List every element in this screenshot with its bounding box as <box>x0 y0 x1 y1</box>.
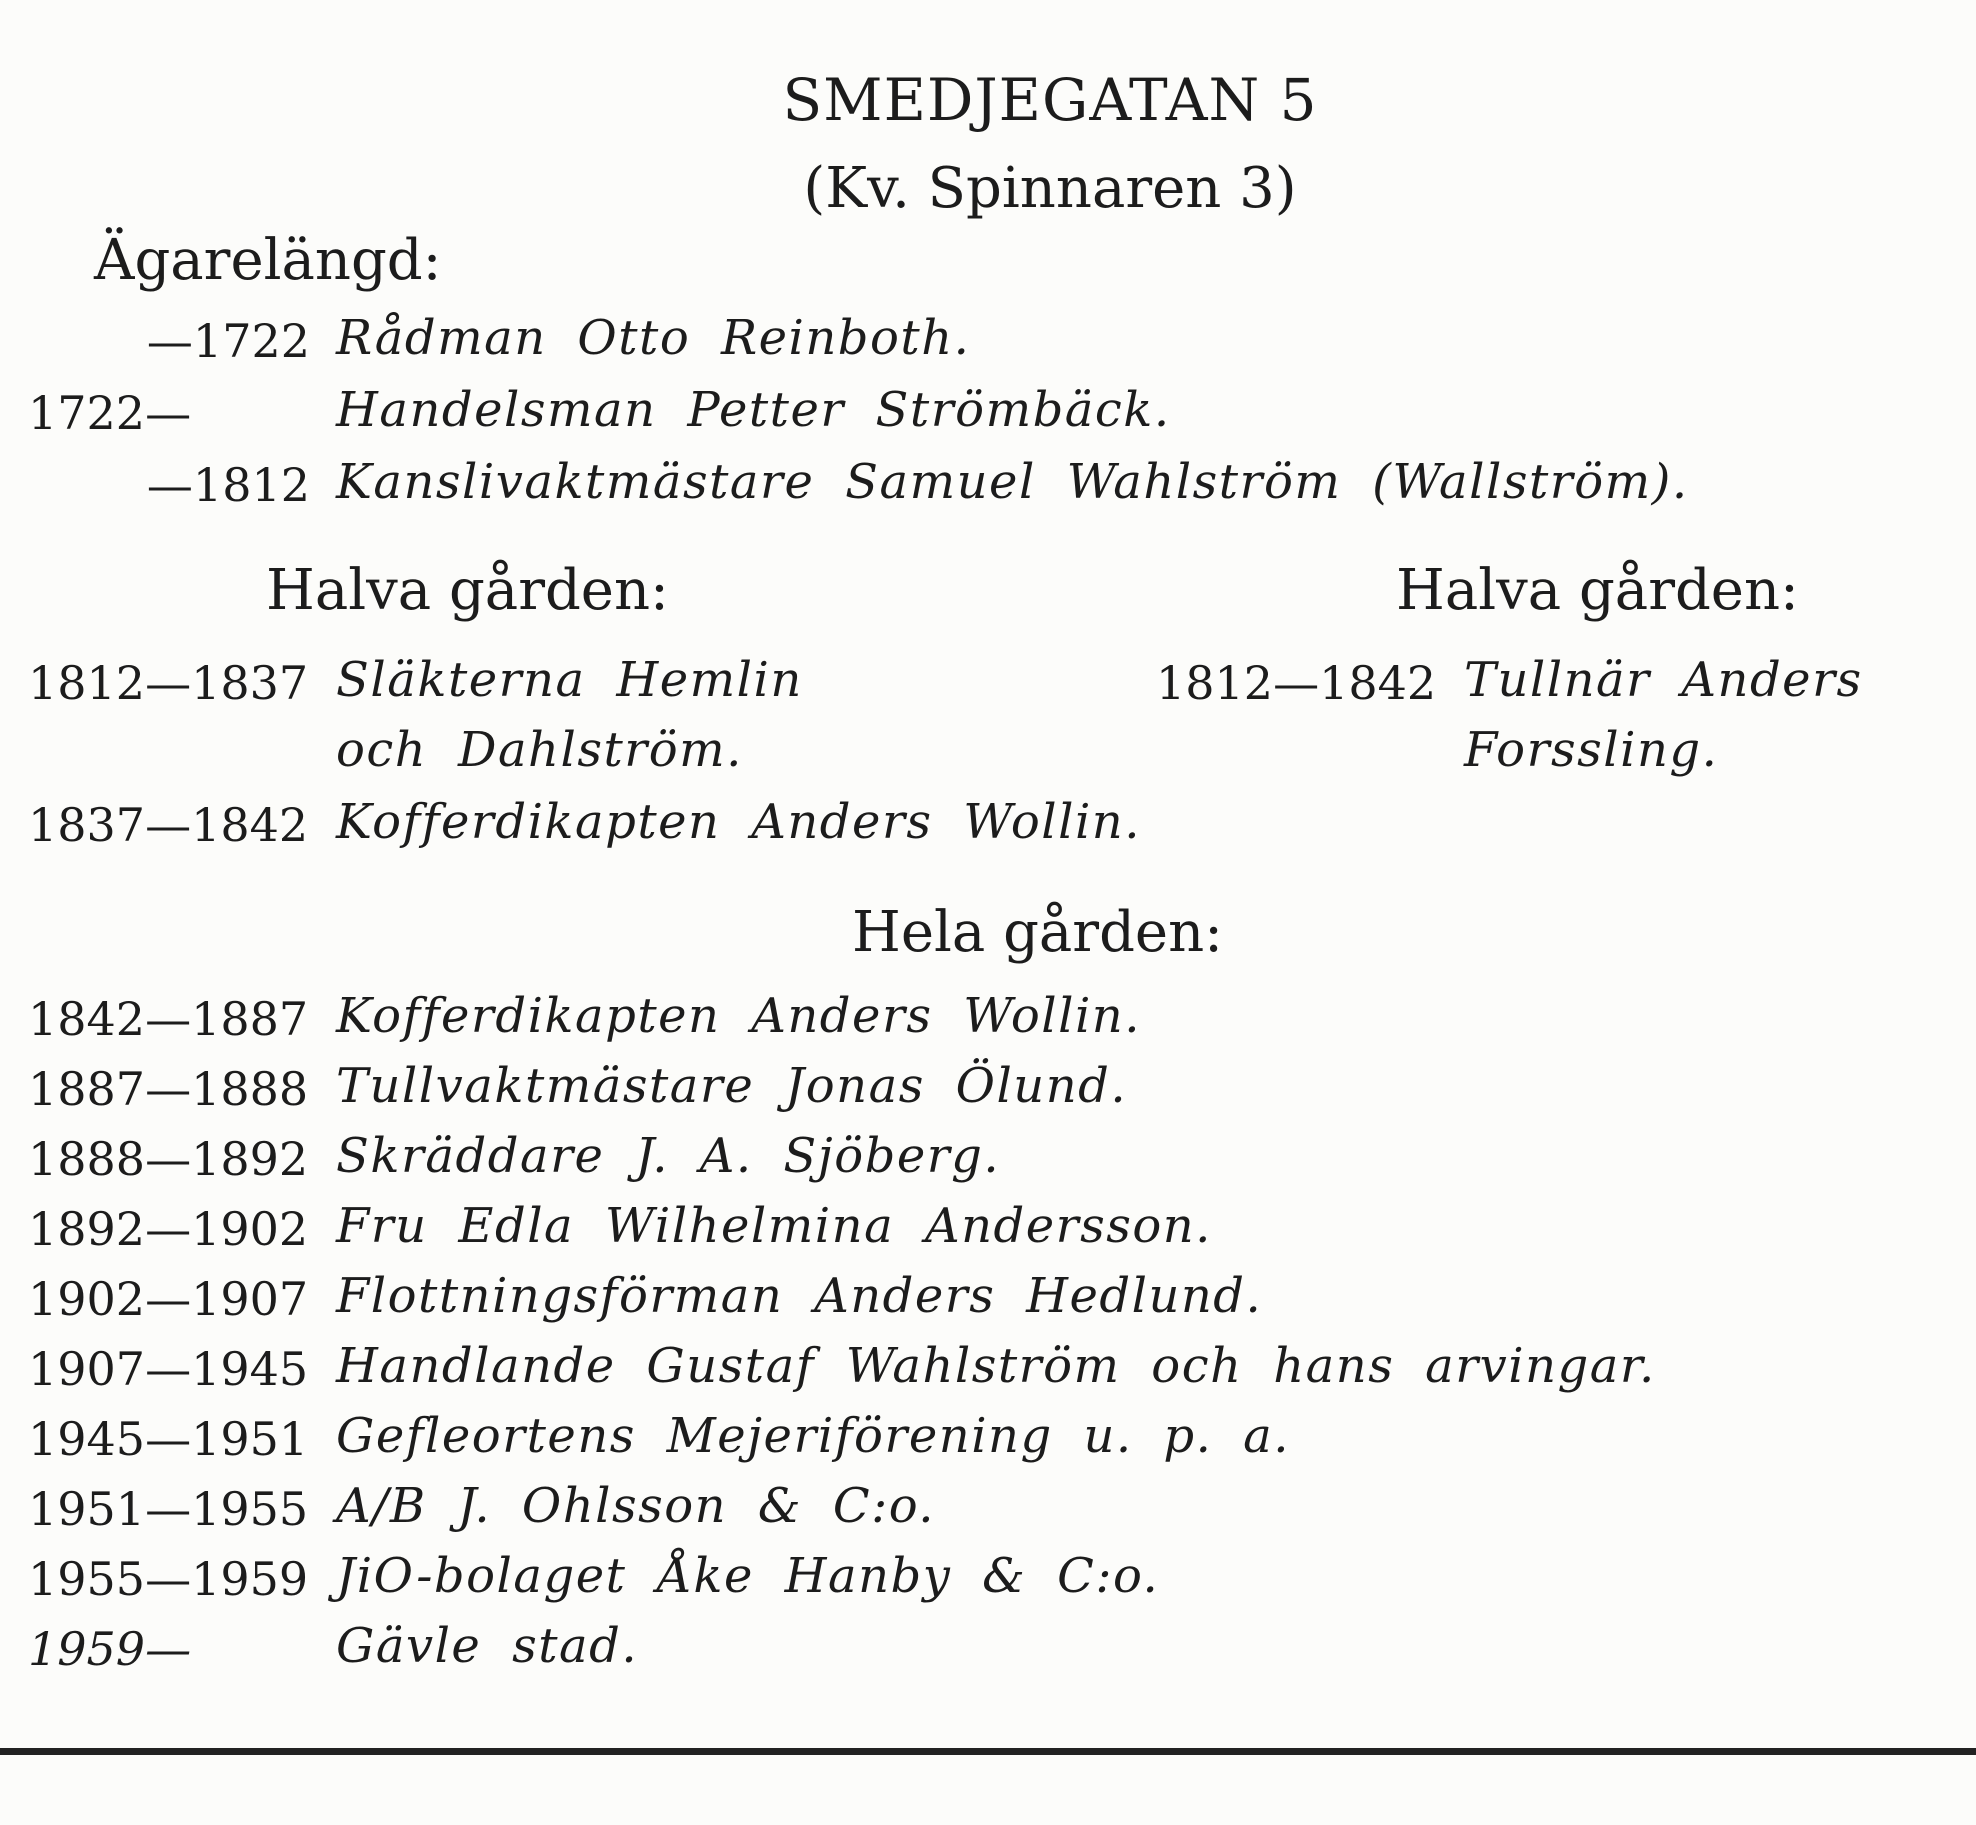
list-item <box>0 1618 1976 1678</box>
page-title: SMEDJEGATAN 5 <box>782 66 1318 134</box>
owner-name: Gävle stad. <box>336 1618 639 1674</box>
owner-name: Släkterna Hemlin <box>336 652 803 708</box>
owner-name: A/B J. Ohlsson & C:o. <box>336 1478 936 1534</box>
bottom-rule <box>0 1748 1976 1755</box>
owner-name: Fru Edla Wilhelmina Andersson. <box>336 1198 1212 1254</box>
owner-name: Rådman Otto Reinboth. <box>336 310 971 366</box>
list-item <box>0 454 1976 514</box>
owner-name: Kofferdikapten Anders Wollin. <box>336 794 1141 850</box>
list-item <box>0 310 1976 370</box>
list-item <box>0 652 1976 712</box>
owner-name: Kofferdikapten Anders Wollin. <box>336 988 1141 1044</box>
half-left-heading: Halva gården: <box>266 558 669 623</box>
list-item <box>0 1128 1976 1188</box>
owner-name: Flottningsförman Anders Hedlund. <box>336 1268 1263 1324</box>
list-item <box>0 988 1976 1048</box>
owner-name: Tullnär Anders <box>1464 652 1863 708</box>
owner-years: 1902—1907 <box>28 1272 309 1326</box>
whole-heading: Hela gården: <box>852 900 1223 965</box>
owner-name: Skräddare J. A. Sjöberg. <box>336 1128 1001 1184</box>
list-item <box>0 1338 1976 1398</box>
half-right-heading: Halva gården: <box>1396 558 1799 623</box>
owner-years: 1812—1837 <box>28 656 309 710</box>
list-item <box>0 1198 1976 1258</box>
owner-years: —1722 <box>146 314 310 368</box>
owner-name: JiO-bolaget Åke Hanby & C:o. <box>336 1548 1160 1604</box>
list-item <box>0 1058 1976 1118</box>
owner-years: 1892—1902 <box>28 1202 309 1256</box>
owner-name: Tullvaktmästare Jonas Ölund. <box>336 1058 1128 1114</box>
list-item <box>0 1548 1976 1608</box>
owner-name-continued: och Dahlström. <box>336 722 743 778</box>
owner-name: Kanslivaktmästare Samuel Wahlström (Wallström). <box>336 454 1689 510</box>
owner-years: 1837—1842 <box>28 798 309 852</box>
page-subtitle: (Kv. Spinnaren 3) <box>803 156 1297 221</box>
owner-years: 1887—1888 <box>28 1062 309 1116</box>
owner-years: 1888—1892 <box>28 1132 309 1186</box>
list-item <box>0 794 1976 854</box>
owner-years: 1959— <box>28 1622 192 1676</box>
list-item <box>0 1478 1976 1538</box>
owner-name: Gefleortens Mejeriförening u. p. a. <box>336 1408 1290 1464</box>
owner-years: 1812—1842 <box>1156 656 1437 710</box>
owner-years: —1812 <box>146 458 310 512</box>
list-item <box>0 1408 1976 1468</box>
owner-years: 1722— <box>28 386 192 440</box>
owner-name: Handelsman Petter Strömbäck. <box>336 382 1171 438</box>
owner-years: 1945—1951 <box>28 1412 309 1466</box>
list-item <box>0 722 1976 782</box>
owner-years: 1907—1945 <box>28 1342 309 1396</box>
owner-years: 1842—1887 <box>28 992 309 1046</box>
owner-years: 1955—1959 <box>28 1552 309 1606</box>
list-item <box>0 382 1976 442</box>
owners-heading: Ägarelängd: <box>94 228 442 293</box>
owner-name-continued: Forssling. <box>1464 722 1719 778</box>
owner-name: Handlande Gustaf Wahlström och hans arvingar. <box>336 1338 1656 1394</box>
owner-years: 1951—1955 <box>28 1482 309 1536</box>
list-item <box>0 1268 1976 1328</box>
